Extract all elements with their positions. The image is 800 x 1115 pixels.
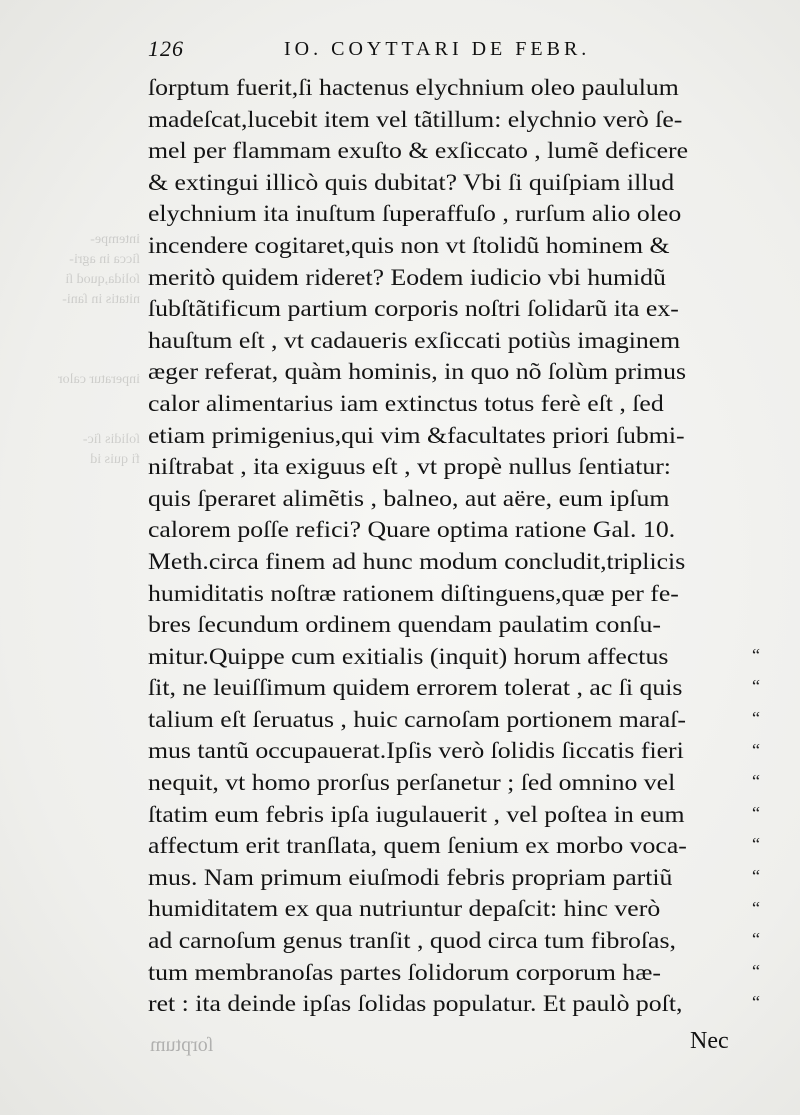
quotation-mark: “ xyxy=(752,992,760,1013)
text-line xyxy=(148,957,748,989)
quotation-mark: “ xyxy=(752,676,760,697)
text-line-content: elychnium ita inuſtum ſuperaffuſo , rurſum alio oleo xyxy=(148,201,682,227)
text-line-content: calorem poſſe refici? Quare optima ratione Gal. 10. xyxy=(148,517,676,543)
show-through-line: ſolida,quod ſi xyxy=(65,272,140,287)
show-through-line xyxy=(20,330,140,350)
show-through-line: nitatis in ſani- xyxy=(62,292,140,307)
quotation-mark: “ xyxy=(752,739,760,760)
text-line-content: ſtatim eum febris ipſa iugulauerit , vel poſtea in eum xyxy=(148,801,685,827)
quotation-mark: “ xyxy=(752,802,760,823)
text-line xyxy=(148,704,748,736)
text-line xyxy=(148,135,748,167)
text-line-content: ad carnoſum genus tranſit , quod circa tum fibroſas, xyxy=(148,928,676,954)
text-line xyxy=(148,578,748,610)
text-line xyxy=(148,767,748,799)
text-line-content: etiam primigenius,qui vim &facultates priori ſubmi- xyxy=(148,422,685,448)
text-line-content: ſorptum fuerit,ſi hactenus elychnium oleo paululum xyxy=(148,75,679,100)
text-line-content: mel per flammam exuſto & exſiccato , lumẽ deficere xyxy=(148,138,689,164)
text-line xyxy=(148,862,748,894)
text-line xyxy=(148,451,748,483)
text-line-content: & extingui illicò quis dubitat? Vbi ſi quiſpiam illud xyxy=(148,169,675,195)
show-through-line: intempe- xyxy=(90,232,140,247)
text-line xyxy=(148,609,748,641)
text-line xyxy=(148,167,748,199)
body-text xyxy=(148,72,748,1020)
text-line-content: æger referat, quàm hominis, in quo nõ ſolùm primus xyxy=(148,359,687,385)
text-line xyxy=(148,830,748,862)
running-head: IO. COYTTARI DE FEBR. xyxy=(284,38,591,60)
catchword: Nec xyxy=(690,1028,729,1054)
text-line xyxy=(148,104,748,136)
show-through-text xyxy=(20,230,140,750)
text-line xyxy=(148,198,748,230)
text-line xyxy=(148,388,748,420)
text-line xyxy=(148,483,748,515)
text-line-content: meritò quidem rideret? Eodem iudicio vbi humidũ xyxy=(148,264,666,290)
quotation-mark: “ xyxy=(752,897,760,918)
text-line-content: nequit, vt homo prorſus perſanetur ; ſed omnino vel xyxy=(148,770,676,796)
text-line xyxy=(148,546,748,578)
quotation-mark: “ xyxy=(752,929,760,950)
text-line-content: affectum erit tranſlata, quem ſenium ex morbo voca- xyxy=(148,833,687,859)
show-through-line xyxy=(20,310,140,330)
text-line xyxy=(148,672,748,704)
text-line xyxy=(148,262,748,294)
text-line-content: ſubſtãtificum partium corporis noſtri ſolidarũ ita ex- xyxy=(148,296,679,322)
quotation-mark: “ xyxy=(752,708,760,728)
text-line xyxy=(148,735,748,767)
show-through-line xyxy=(20,350,140,370)
show-through-line xyxy=(20,390,140,410)
show-through-line: fi quis id xyxy=(90,452,140,467)
text-line-content: mus tantũ occupauerat.Ipſis verò ſolidis ſiccatis fieri xyxy=(148,738,684,764)
show-through-foot: ſorptum xyxy=(150,1034,214,1056)
quotation-mark: “ xyxy=(752,866,760,886)
text-line xyxy=(148,420,748,452)
text-line xyxy=(148,356,748,388)
show-through-line xyxy=(20,410,140,430)
text-line-content: mitur.Quippe cum exitialis (inquit) horum affectus xyxy=(148,643,669,669)
text-line-content: talium eſt ſeruatus , huic carnoſam portionem maraſ- xyxy=(148,706,686,732)
text-line-content: calor alimentarius iam extinctus totus ferè eſt , ſed xyxy=(148,390,664,416)
text-line-content: humiditatis noſtræ rationem diſtinguens,quæ per fe- xyxy=(148,580,679,606)
text-line-content: quis ſperaret alimẽtis , balneo, aut aëre, eum ipſum xyxy=(148,485,670,511)
quotation-mark: “ xyxy=(752,644,760,665)
text-line-content: ſit, ne leuiſſimum quidem errorem tolerat , ac ſi quis xyxy=(148,675,683,701)
text-line-content: incendere cogitaret,quis non vt ſtolidũ hominem & xyxy=(148,232,670,258)
show-through-line: ſolidis ſic- xyxy=(82,432,140,447)
text-line-content: Meth.circa finem ad hunc modum concludit,triplicis xyxy=(148,548,686,574)
show-through-line: inperatur calor xyxy=(57,372,140,387)
text-line-content: hauſtum eſt , vt cadaueris exſiccati potiùs imaginem xyxy=(148,327,681,353)
text-line xyxy=(148,893,748,925)
page-header xyxy=(148,36,708,66)
text-line xyxy=(148,925,748,957)
text-line-content: humiditatem ex qua nutriuntur depaſcit: hinc verò xyxy=(148,896,661,922)
text-line xyxy=(148,799,748,831)
text-line-content: ret : ita deinde ipſas ſolidas populatur. Et paulò poſt, xyxy=(148,991,683,1017)
text-line-content: niſtrabat , ita exiguus eſt , vt propè nullus ſentiatur: xyxy=(148,454,671,480)
page-number: 126 xyxy=(148,36,184,61)
quotation-mark: “ xyxy=(752,960,760,981)
text-line xyxy=(148,514,748,546)
quotation-mark: “ xyxy=(752,771,760,792)
text-line xyxy=(148,325,748,357)
text-line xyxy=(148,72,748,104)
text-line-content: madeſcat,lucebit item vel tãtillum: elychnio verò ſe- xyxy=(148,106,683,132)
text-line xyxy=(148,641,748,673)
text-line xyxy=(148,293,748,325)
text-line-content: bres ſecundum ordinem quendam paulatim conſu- xyxy=(148,612,661,638)
text-line-content: tum membranoſas partes ſolidorum corporum hæ- xyxy=(148,959,661,985)
show-through-line: ſicca in agri- xyxy=(69,252,140,267)
text-line-content: mus. Nam primum eiuſmodi febris propriam partiũ xyxy=(148,864,673,890)
quotation-mark: “ xyxy=(752,834,760,855)
text-line xyxy=(148,988,748,1020)
text-line xyxy=(148,230,748,262)
